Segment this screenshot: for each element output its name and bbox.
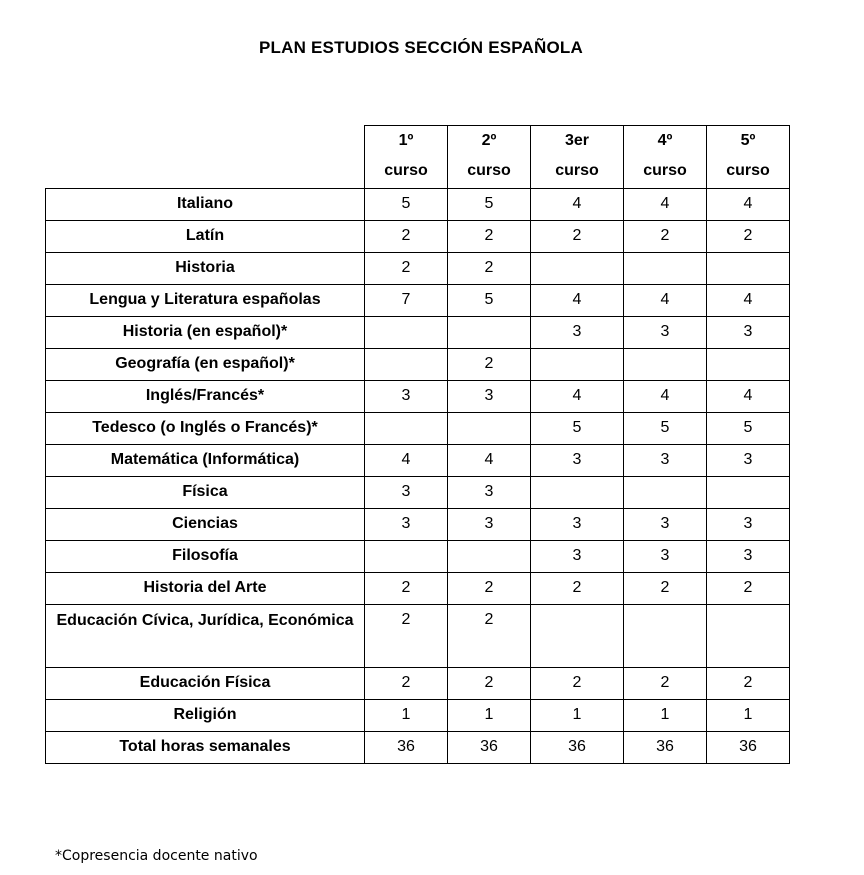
page-title: PLAN ESTUDIOS SECCIÓN ESPAÑOLA <box>259 38 583 57</box>
hours-cell: 3 <box>624 445 707 477</box>
hours-cell <box>707 477 790 509</box>
subject-cell: Lengua y Literatura españolas <box>46 285 365 317</box>
hours-cell: 2 <box>531 668 624 700</box>
hours-cell: 1 <box>624 700 707 732</box>
hours-cell: 2 <box>365 605 448 668</box>
hours-cell: 3 <box>624 541 707 573</box>
header-cell: 2º curso <box>448 126 531 189</box>
hours-cell: 3 <box>531 509 624 541</box>
hours-cell: 4 <box>365 445 448 477</box>
hours-cell: 2 <box>365 573 448 605</box>
table-row <box>46 285 790 317</box>
table-row <box>46 221 790 253</box>
hours-cell: 2 <box>365 221 448 253</box>
subject-cell: Inglés/Francés* <box>46 381 365 413</box>
hours-cell: 3 <box>624 317 707 349</box>
subject-cell: Tedesco (o Inglés o Francés)* <box>46 413 365 445</box>
footnote: *Copresencia docente nativo <box>55 848 258 864</box>
subject-cell: Total horas semanales <box>46 732 365 764</box>
subject-cell: Religión <box>46 700 365 732</box>
hours-cell: 4 <box>707 285 790 317</box>
table-row <box>46 605 790 668</box>
hours-cell: 3 <box>365 509 448 541</box>
subject-cell: Latín <box>46 221 365 253</box>
hours-cell: 4 <box>707 381 790 413</box>
table-row <box>46 349 790 381</box>
hours-cell <box>531 477 624 509</box>
hours-cell <box>531 253 624 285</box>
table-row <box>46 253 790 285</box>
hours-cell <box>707 605 790 668</box>
hours-cell: 2 <box>448 573 531 605</box>
hours-cell: 1 <box>365 700 448 732</box>
subject-cell: Italiano <box>46 189 365 221</box>
subject-cell: Educación Cívica, Jurídica, Económica <box>46 605 365 668</box>
table-row <box>46 381 790 413</box>
hours-cell: 2 <box>365 668 448 700</box>
hours-cell: 3 <box>365 381 448 413</box>
hours-cell <box>365 349 448 381</box>
hours-cell: 2 <box>707 221 790 253</box>
hours-cell: 2 <box>707 573 790 605</box>
hours-cell: 1 <box>707 700 790 732</box>
hours-cell: 2 <box>531 221 624 253</box>
hours-cell <box>531 605 624 668</box>
hours-cell: 3 <box>365 477 448 509</box>
subject-cell: Educación Física <box>46 668 365 700</box>
hours-cell: 2 <box>365 253 448 285</box>
hours-cell <box>624 349 707 381</box>
table-row <box>46 477 790 509</box>
hours-cell: 3 <box>531 317 624 349</box>
header-row <box>46 126 790 189</box>
hours-cell: 3 <box>531 541 624 573</box>
table-row <box>46 668 790 700</box>
subject-cell: Física <box>46 477 365 509</box>
table-row <box>46 700 790 732</box>
hours-cell <box>365 541 448 573</box>
hours-cell: 4 <box>531 381 624 413</box>
table-row <box>46 541 790 573</box>
hours-cell <box>531 349 624 381</box>
hours-cell: 4 <box>531 189 624 221</box>
subject-cell: Historia <box>46 253 365 285</box>
hours-cell: 2 <box>707 668 790 700</box>
hours-cell <box>448 541 531 573</box>
hours-cell: 2 <box>448 605 531 668</box>
hours-cell: 3 <box>707 541 790 573</box>
hours-cell: 3 <box>531 445 624 477</box>
hours-cell <box>448 413 531 445</box>
subject-cell: Historia (en español)* <box>46 317 365 349</box>
hours-cell: 36 <box>624 732 707 764</box>
hours-cell: 2 <box>624 668 707 700</box>
header-cell: 3er curso <box>531 126 624 189</box>
subject-cell: Geografía (en español)* <box>46 349 365 381</box>
hours-cell: 2 <box>448 349 531 381</box>
table-row <box>46 573 790 605</box>
hours-cell: 2 <box>448 668 531 700</box>
table-row <box>46 189 790 221</box>
hours-cell: 2 <box>624 573 707 605</box>
hours-cell: 4 <box>531 285 624 317</box>
subject-cell: Historia del Arte <box>46 573 365 605</box>
table-row <box>46 445 790 477</box>
hours-cell: 7 <box>365 285 448 317</box>
hours-cell <box>448 317 531 349</box>
subject-cell: Ciencias <box>46 509 365 541</box>
table-row <box>46 317 790 349</box>
hours-cell: 5 <box>448 189 531 221</box>
hours-cell <box>624 605 707 668</box>
header-cell: 1º curso <box>365 126 448 189</box>
subject-cell: Matemática (Informática) <box>46 445 365 477</box>
header-cell: 5º curso <box>707 126 790 189</box>
hours-cell: 5 <box>365 189 448 221</box>
hours-cell: 4 <box>707 189 790 221</box>
hours-cell: 1 <box>531 700 624 732</box>
subject-cell: Filosofía <box>46 541 365 573</box>
hours-cell: 3 <box>707 445 790 477</box>
header-empty-cell <box>46 126 365 189</box>
hours-cell: 2 <box>448 253 531 285</box>
hours-cell: 5 <box>448 285 531 317</box>
hours-cell <box>707 253 790 285</box>
hours-cell <box>624 253 707 285</box>
hours-cell: 3 <box>707 509 790 541</box>
hours-cell: 3 <box>707 317 790 349</box>
hours-cell <box>365 413 448 445</box>
study-plan-table <box>45 125 790 764</box>
hours-cell: 3 <box>624 509 707 541</box>
hours-cell <box>365 317 448 349</box>
hours-cell <box>624 477 707 509</box>
hours-cell: 36 <box>531 732 624 764</box>
hours-cell: 1 <box>448 700 531 732</box>
hours-cell <box>707 349 790 381</box>
hours-cell: 36 <box>365 732 448 764</box>
hours-cell: 5 <box>531 413 624 445</box>
hours-cell: 2 <box>531 573 624 605</box>
hours-cell: 5 <box>624 413 707 445</box>
hours-cell: 4 <box>624 189 707 221</box>
hours-cell: 5 <box>707 413 790 445</box>
hours-cell: 4 <box>624 381 707 413</box>
table-row <box>46 509 790 541</box>
hours-cell: 3 <box>448 477 531 509</box>
table-row <box>46 732 790 764</box>
hours-cell: 4 <box>448 445 531 477</box>
header-cell: 4º curso <box>624 126 707 189</box>
hours-cell: 3 <box>448 509 531 541</box>
hours-cell: 2 <box>448 221 531 253</box>
hours-cell: 3 <box>448 381 531 413</box>
hours-cell: 2 <box>624 221 707 253</box>
table-row <box>46 413 790 445</box>
hours-cell: 4 <box>624 285 707 317</box>
hours-cell: 36 <box>448 732 531 764</box>
hours-cell: 36 <box>707 732 790 764</box>
